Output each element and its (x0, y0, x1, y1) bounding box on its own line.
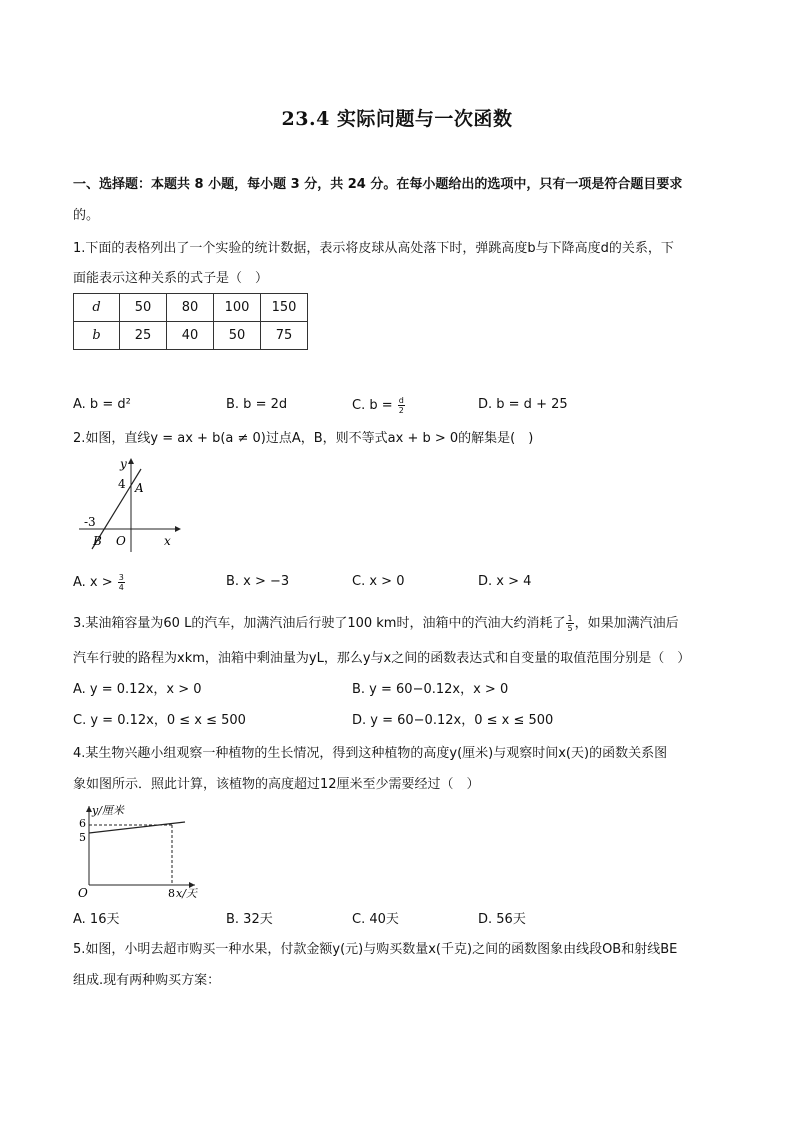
fraction (398, 396, 405, 415)
fraction-denominator: 5 (567, 624, 573, 633)
q1-option-d[interactable]: D. b = d + 25 (478, 397, 568, 412)
section-heading-line1: 一、选择题：本题共 8 小题，每小题 3 分，共 24 分。在每小题给出的选项中，只有一项是符合题目要求 (73, 177, 683, 192)
table-row (74, 294, 308, 322)
q4-text-line2: 象如图所示．照此计算，该植物的高度超过12厘米至少需要经过（ ） (73, 777, 480, 792)
table-cell: 100 (214, 294, 261, 322)
x-axis-label: x (164, 534, 171, 548)
table-row-label: d (74, 294, 120, 322)
x-axis-arrow (175, 526, 181, 532)
q1-text-line1: 1.下面的表格列出了一个实验的统计数据，表示将皮球从高处落下时，弹跳高度b与下降高度d的关系，下 (73, 241, 674, 256)
q4-figure (75, 800, 210, 902)
x-tick-label: 8 (168, 887, 175, 900)
page-title: 23.4 实际问题与一次函数 (281, 108, 513, 130)
q4-option-a[interactable]: A. 16天 (73, 912, 120, 927)
q3-text-line1-a: 3.某油箱容量为60 L的汽车，加满汽油后行驶了100 km时，油箱中的汽油大约消耗了 (73, 616, 566, 631)
q3-option-b[interactable]: B. y = 60−0.12x，x > 0 (352, 682, 509, 697)
fraction-numerator: 1 (567, 614, 573, 623)
q1-text-line2: 面能表示这种关系的式子是（ ） (73, 271, 269, 286)
fraction-numerator: d (398, 396, 404, 405)
q1-option-c-prefix: C. b = (352, 398, 397, 413)
y-tick-label: 5 (79, 831, 86, 844)
q3-option-a[interactable]: A. y = 0.12x，x > 0 (73, 682, 202, 697)
y-axis-label: y/厘米 (92, 804, 124, 817)
x-tick-label: -3 (84, 515, 96, 529)
q2-option-a[interactable] (73, 573, 126, 592)
q5-text-line2: 组成.现有两种购买方案： (73, 973, 221, 988)
q4-text-line1: 4.某生物兴趣小组观察一种植物的生长情况，得到这种植物的高度y(厘米)与观察时间x(天)的函数关系图 (73, 746, 668, 761)
point-b-label: B (93, 534, 102, 548)
y-axis-label: y (120, 457, 127, 471)
q2-option-b[interactable]: B. x > −3 (226, 574, 290, 589)
table-row-label: b (74, 322, 120, 350)
q3-text-line1 (73, 614, 679, 633)
fraction-numerator: 3 (118, 573, 124, 582)
q4-option-d[interactable]: D. 56天 (478, 912, 526, 927)
origin-label: O (116, 534, 126, 548)
q3-option-d[interactable]: D. y = 60−0.12x，0 ≤ x ≤ 500 (352, 713, 554, 728)
q5-text-line1: 5.如图，小明去超市购买一种水果，付款金额y(元)与购买数量x(千克)之间的函数图象由线段OB和射线BE (73, 942, 678, 957)
q3-text-line2: 汽车行驶的路程为xkm，油箱中剩油量为yL，那么y与x之间的函数表达式和自变量的取值范围分别是（ ） (73, 651, 691, 666)
origin-label: O (78, 886, 88, 900)
y-axis-arrow (128, 458, 134, 464)
table-cell: 80 (167, 294, 214, 322)
point-a-label: A (135, 481, 144, 495)
q2-option-a-prefix: A. x > (73, 575, 117, 590)
q4-option-b[interactable]: B. 32天 (226, 912, 273, 927)
table-cell: 150 (261, 294, 308, 322)
table-row (74, 322, 308, 350)
table-cell: 75 (261, 322, 308, 350)
q1-option-c[interactable] (352, 396, 406, 415)
y-tick-label: 4 (118, 477, 126, 491)
q4-option-c[interactable]: C. 40天 (352, 912, 399, 927)
q2-option-c[interactable]: C. x > 0 (352, 574, 405, 589)
q2-option-d[interactable]: D. x > 4 (478, 574, 532, 589)
fraction-denominator: 4 (118, 583, 124, 592)
table-cell: 50 (120, 294, 167, 322)
q1-data-table (73, 293, 308, 350)
fraction-denominator: 2 (398, 406, 404, 415)
q1-option-b[interactable]: B. b = 2d (226, 397, 288, 412)
growth-line (89, 822, 185, 833)
y-tick-label: 6 (79, 817, 86, 830)
q2-text: 2.如图，直线y = ax + b(a ≠ 0)过点A，B，则不等式ax + b > 0的解集是( ) (73, 431, 534, 446)
section-heading-line2: 的。 (73, 208, 100, 223)
q2-figure (75, 456, 185, 556)
table-cell: 40 (167, 322, 214, 350)
q3-option-c[interactable]: C. y = 0.12x，0 ≤ x ≤ 500 (73, 713, 246, 728)
fraction (118, 573, 125, 592)
q3-text-line1-b: ，如果加满汽油后 (574, 616, 679, 631)
q1-option-a[interactable]: A. b = d² (73, 397, 131, 412)
x-axis-label: x/天 (176, 887, 197, 900)
table-cell: 50 (214, 322, 261, 350)
fraction (566, 614, 573, 633)
table-cell: 25 (120, 322, 167, 350)
